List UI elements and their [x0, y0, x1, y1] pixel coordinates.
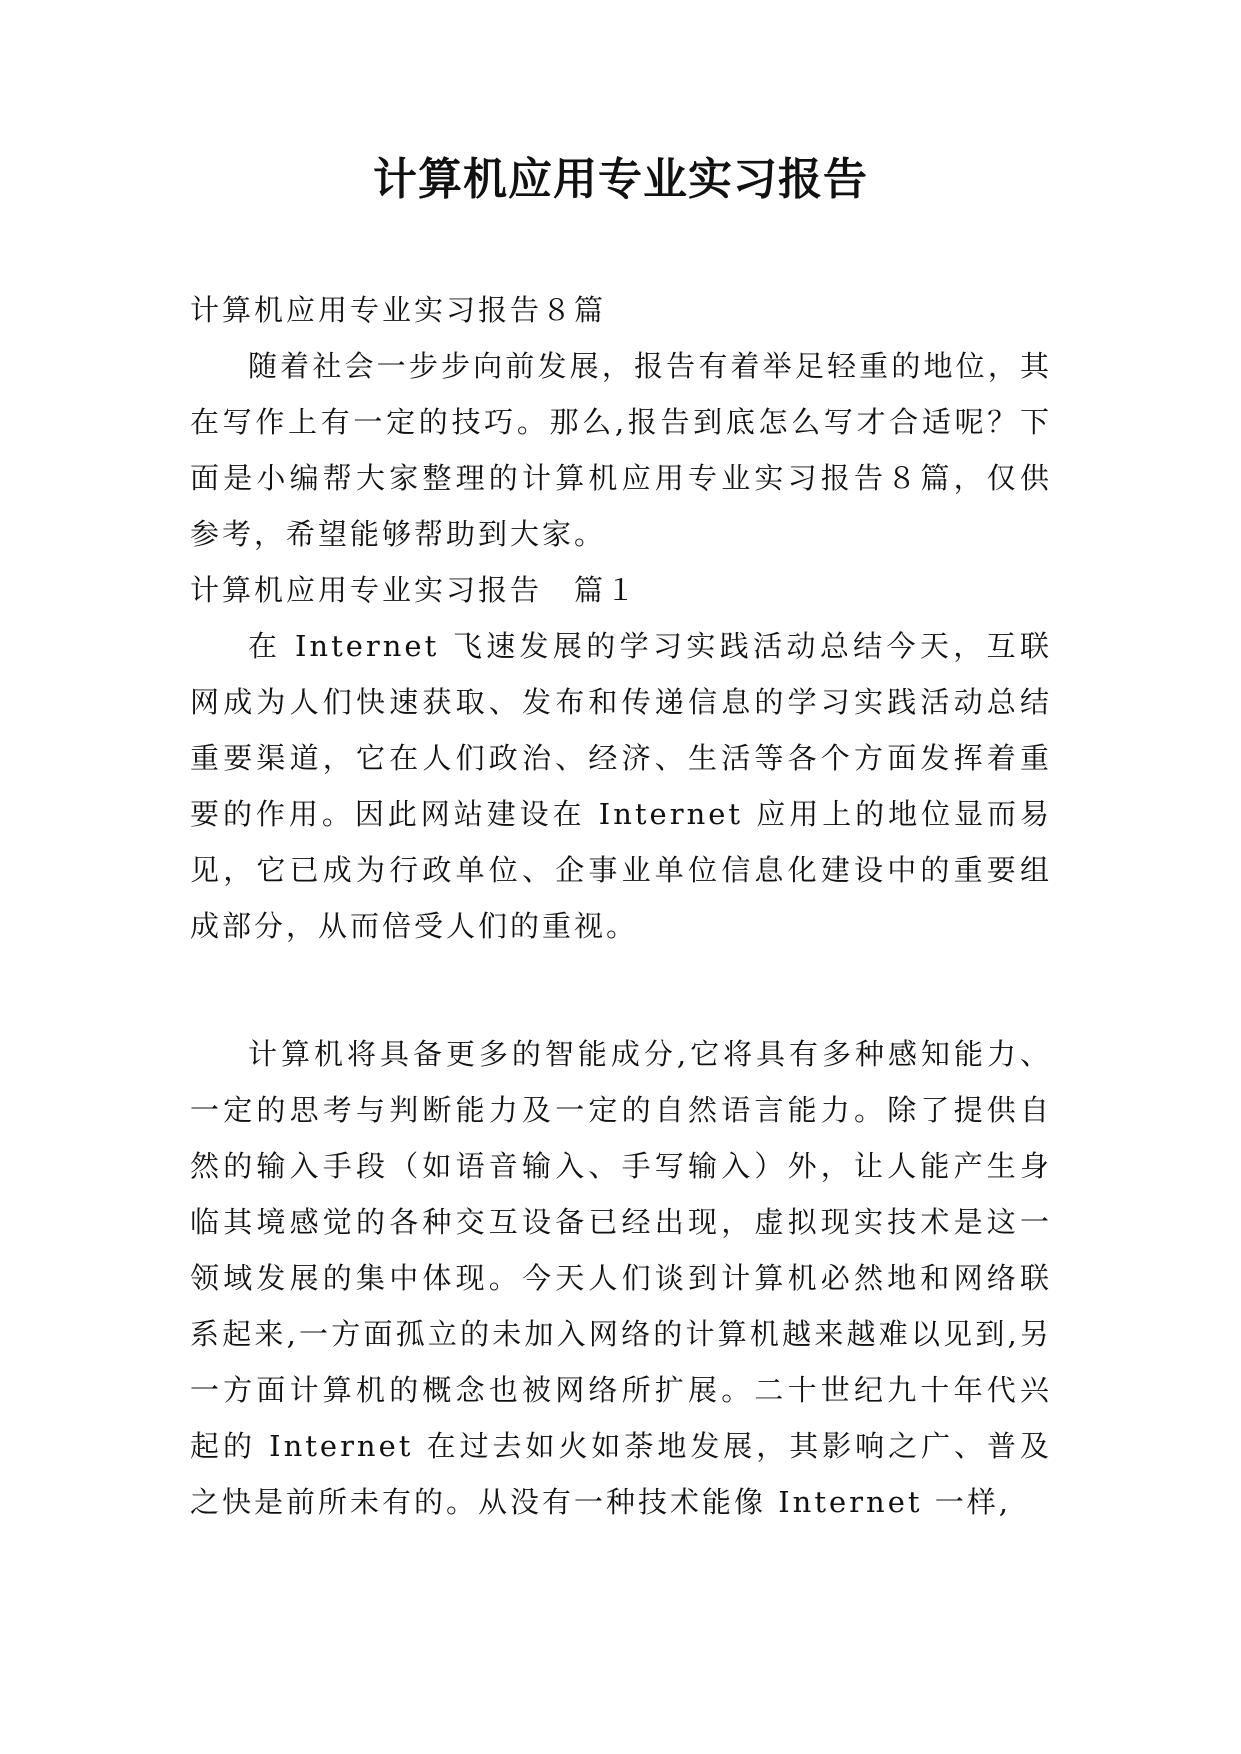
- paragraph-gap: [190, 954, 1052, 1026]
- body-paragraph-1: 在 Internet 飞速发展的学习实践活动总结今天，互联网成为人们快速获取、发布和传递信息的学习实践活动总结重要渠道，它在人们政治、经济、生活等各个方面发挥着重要的作用。因此网站建设在 Internet 应用上的地位显而易见，它已成为行政单位、企事业单位信息化建设中的重要组成部分，从而倍受人们的重视。: [190, 629, 1052, 943]
- section-heading: 计算机应用专业实习报告 篇１: [190, 573, 639, 607]
- body-paragraph-2: 计算机将具备更多的智能成分,它将具有多种感知能力、一定的思考与判断能力及一定的自然语言能力。除了提供自然的输入手段（如语音输入、手写输入）外，让人能产生身临其境感觉的各种交互设备已经出现，虚拟现实技术是这一领域发展的集中体现。今天人们谈到计算机必然地和网络联系起来,一方面孤立的未加入网络的计算机越来越难以见到,另一方面计算机的概念也被网络所扩展。二十世纪九十年代兴起的 Internet 在过去如火如荼地发展，其影响之广、普及之快是前所未有的。从没有一种技术能像 Internet 一样,: [190, 1037, 1052, 1519]
- intro-paragraph: 随着社会一步步向前发展，报告有着举足轻重的地位，其在写作上有一定的技巧。那么,报告到底怎么写才合适呢？下面是小编帮大家整理的计算机应用专业实习报告８篇，仅供参考，希望能够帮助到大家。: [190, 349, 1052, 551]
- document-subtitle: 计算机应用专业实习报告８篇: [190, 293, 607, 327]
- document-body: [190, 282, 1052, 1530]
- document-title: 计算机应用专业实习报告: [373, 154, 868, 205]
